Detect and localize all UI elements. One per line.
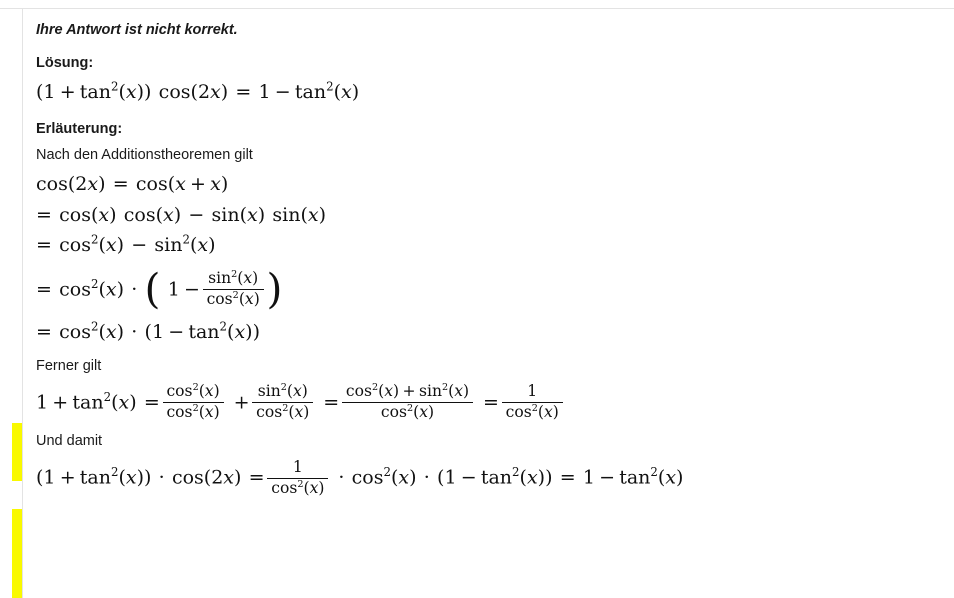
explanation-content [36,22,936,498]
solution-formula: $(1 + \tan^2(x))$ $\cos(2x) = 1 - \tan^2(x)$ [36,79,360,103]
left-divider [22,8,23,598]
step-2: = cos(x) cos(x) − sin(x) sin(x) [36,203,327,226]
highlight-marker-1 [12,423,22,481]
explanation-heading: Erläuterung: [36,120,123,137]
step-3: = $\cos^2(x) - \sin^2(x)$ [36,232,216,257]
und-damit-text: Und damit [36,433,103,450]
solution-heading: Lösung: [36,55,94,71]
step-5: = $\cos^2(x) \cdot (1 - \tan^2(x))$ [36,319,260,343]
ferner-formula: $1 + \tan^2(x)$ = $\frac{\cos^2(x)}{\cos^2(x)}$ + $\frac{\sin^2(x)}{\cos^2(x)}$ = $\frac{\cos^2(x) + \sin^2(x)}{\cos^2(x)}$ = $\frac{1}{\cos^2(x)}$ [36,384,936,423]
answer-verdict: Ihre Antwort ist nicht korrekt. [36,22,238,38]
top-divider [0,8,954,9]
step-1: cos(2x) = cos(x + x) [36,172,229,195]
und-damit-formula: $(1 + \tan^2(x)) \cdot \cos(2x)$ = $\frac{1}{\cos^2(x)}$ · $\cos^2(x) \cdot (1 - \tan^2(x)) = 1 - \tan^2(x)$ [36,457,684,497]
intro-text: Nach den Additionstheoremen gilt [36,146,253,163]
step-4: = $\cos^2(x)$ · ( 1 − $\frac{\sin^2(x)}{\cos^2(x)}$ ) [36,265,283,314]
ferner-text: Ferner gilt [36,357,102,374]
highlight-marker-2 [12,509,22,598]
